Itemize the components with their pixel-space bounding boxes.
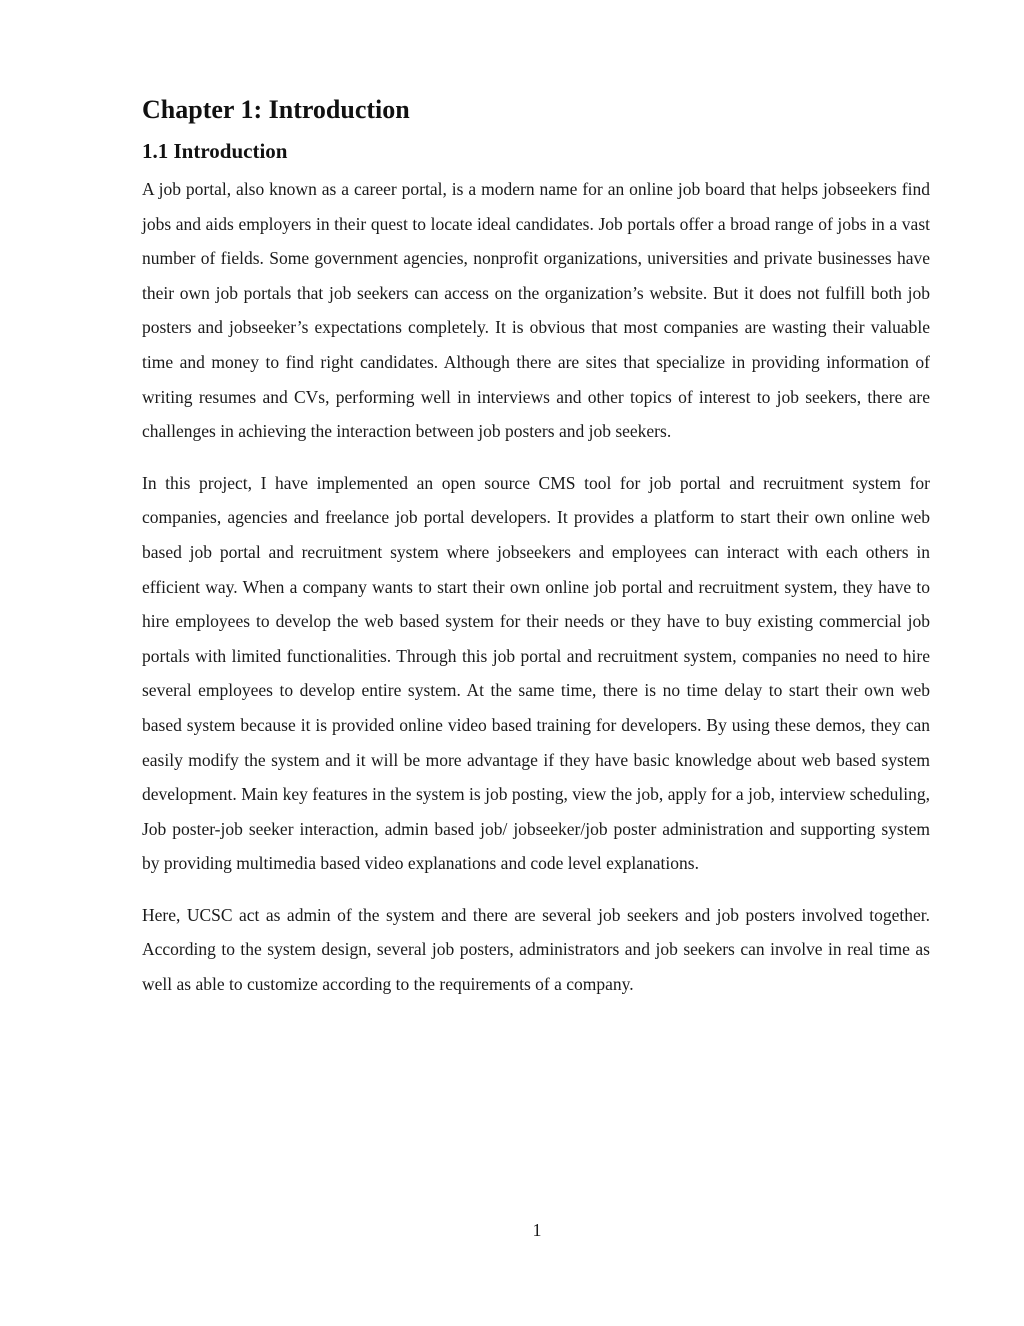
chapter-title: Chapter 1: Introduction — [142, 95, 410, 124]
paragraph-project: In this project, I have implemented an open source CMS tool for job portal and recruitment system for companies, agencies and freelance job portal developers. It provides a platform to start their own online web based job portal and recruitment system where jobseekers and employees can interact with each others in efficient way. When a company wants to start their own online job portal and recruitment system, they have to hire employees to develop the web based system for their needs or they have to buy existing commercial job portals with limited functionalities. Through this job portal and recruitment system, companies no need to hire several employees to develop entire system. At the same time, there is no time delay to start their own web based system because it is provided online video based training for developers. By using these demos, they can easily modify the system and it will be more advantage if they have basic knowledge about web based system development. Main key features in the system is job posting, view the job, apply for a job, interview scheduling, Job poster-job seeker interaction, admin based job/ jobseeker/job poster administration and supporting system by providing multimedia based video explanations and code level explanations. — [142, 472, 930, 874]
page-content — [142, 92, 930, 1019]
paragraph-intro: A job portal, also known as a career portal, is a modern name for an online job board that helps jobseekers find jobs and aids employers in their quest to locate ideal candidates. Job portals offer a broad range of jobs in a vast number of fields. Some government agencies, nonprofit organizations, universities and private businesses have their own job portals that job seekers can access on the organization’s website. But it does not fulfill both job posters and jobseeker’s expectations completely. It is obvious that most companies are wasting their valuable time and money to find right candidates. Although there are sites that specialize in providing information of writing resumes and CVs, performing well in interviews and other topics of interest to job seekers, there are challenges in achieving the interaction between job posters and job seekers. — [142, 179, 930, 442]
page-number: 1 — [532, 1220, 542, 1240]
section-title: 1.1 Introduction — [142, 139, 288, 163]
paragraph-admin: Here, UCSC act as admin of the system and there are several job seekers and job posters involved together. According to the system design, several job posters, administrators and job seekers can involve in real time as well as able to customize according to the requirements of a company. — [142, 904, 930, 995]
